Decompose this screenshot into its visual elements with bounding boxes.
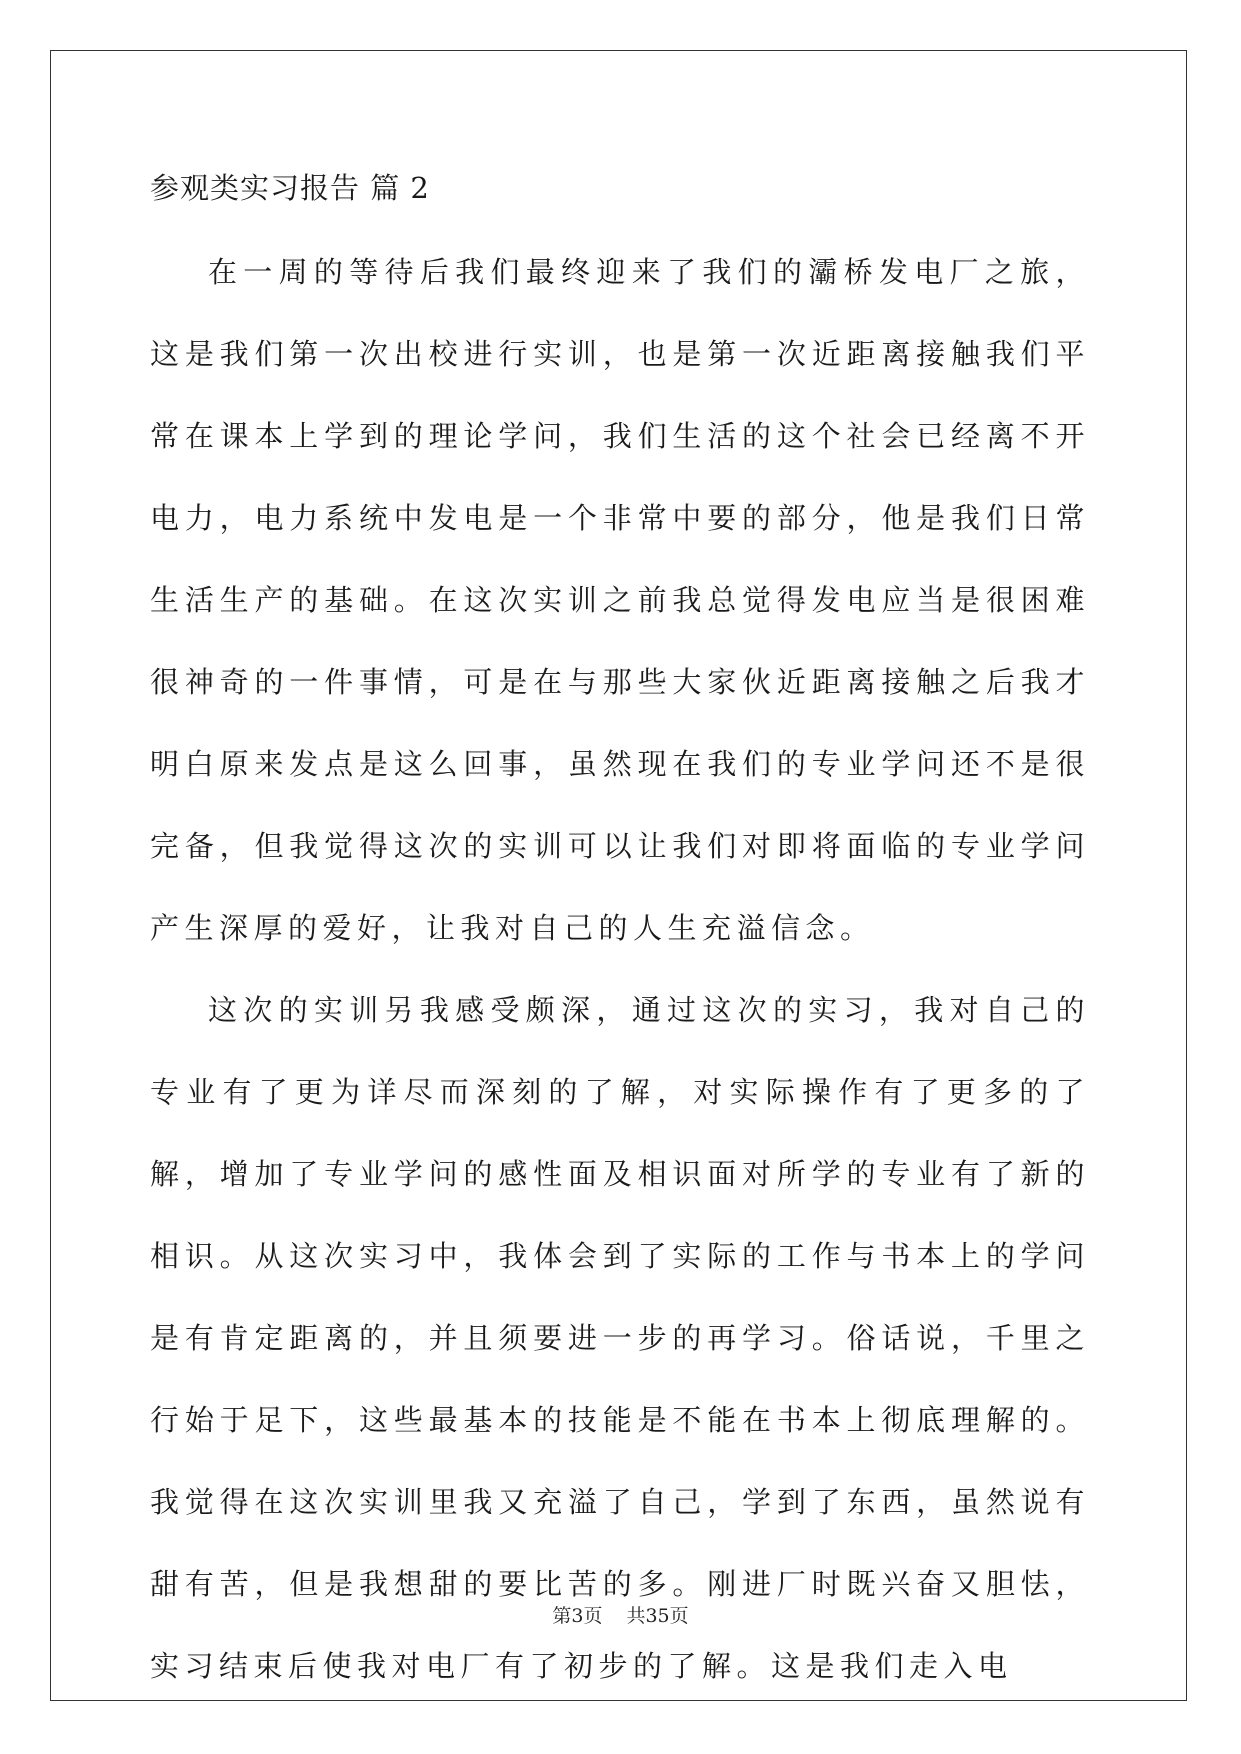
paragraph-1: 在一周的等待后我们最终迎来了我们的灞桥发电厂之旅，这是我们第一次出校进行实训，也是第一次近距离接触我们平常在课本上学到的理论学问，我们生活的这个社会已经离不开电力，电力系统中发电是一个非常中要的部分，他是我们日常生活生产的基础。在这次实训之前我总觉得发电应当是很困难很神奇的一件事情，可是在与那些大家伙近距离接触之后我才明白原来发点是这么回事，虽然现在我们的专业学问还不是很完备，但我觉得这次的实训可以让我们对即将面临的专业学问产生深厚的爱好，让我对自己的人生充溢信念。	[150, 255, 1090, 945]
page-footer	[0, 1604, 1241, 1628]
page-number: 第3页	[552, 1605, 603, 1627]
page-total: 共35页	[626, 1605, 689, 1627]
document-body	[150, 170, 1090, 1707]
paragraph-2: 这次的实训另我感受颇深，通过这次的实习，我对自己的专业有了更为详尽而深刻的了解，对实际操作有了更多的了解，增加了专业学问的感性面及相识面对所学的专业有了新的相识。从这次实习中，我体会到了实际的工作与书本上的学问是有肯定距离的，并且须要进一步的再学习。俗话说，千里之行始于足下，这些最基本的技能是不能在书本上彻底理解的。我觉得在这次实训里我又充溢了自己，学到了东西，虽然说有甜有苦，但是我想甜的要比苦的多。刚进厂时既兴奋又胆怯，实习结束后使我对电厂有了初步的了解。这是我们走入电	[150, 993, 1090, 1683]
section-heading: 参观类实习报告 篇 2	[150, 171, 430, 205]
